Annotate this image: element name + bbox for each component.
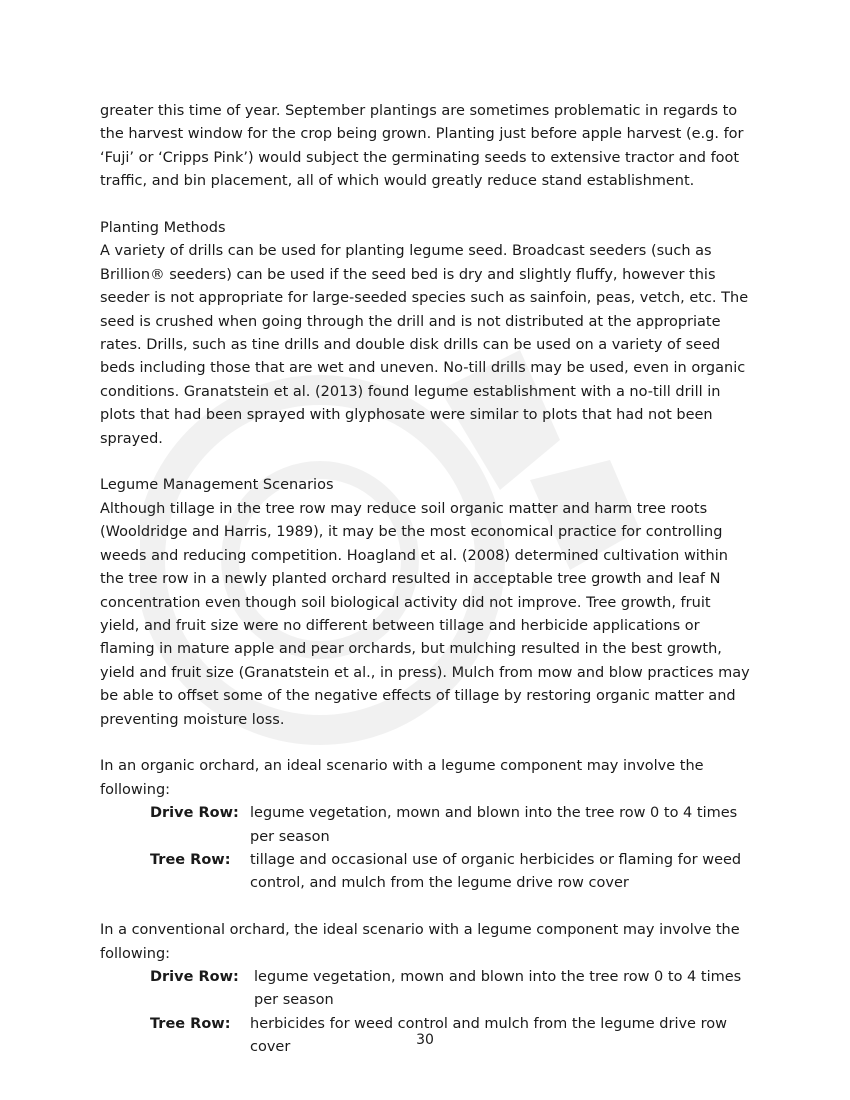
organic-intro: In an organic orchard, an ideal scenario with a legume component may involve the following: <box>100 758 704 798</box>
management-scenarios-heading: Legume Management Scenarios <box>100 477 334 494</box>
organic-tree-row-label: Tree Row: <box>150 851 231 868</box>
conventional-tree-row-label: Tree Row: <box>150 1015 231 1032</box>
page-number: 30 <box>416 1032 434 1048</box>
organic-tree-row-item <box>100 849 750 896</box>
conventional-drive-row-text: legume vegetation, mown and blown into the tree row 0 to 4 times per season <box>254 968 742 1009</box>
organic-tree-row-text: tillage and occasional use of organic herbicides or flaming for weed control, and mulch from the legume drive row cover <box>250 851 742 892</box>
conventional-drive-row-label: Drive Row: <box>150 968 239 985</box>
document-page <box>100 100 750 1060</box>
organic-drive-row-text: legume vegetation, mown and blown into the tree row 0 to 4 times per season <box>250 805 738 845</box>
management-scenarios-paragraph: Although tillage in the tree row may reduce soil organic matter and harm tree roots (Wooldridge and Harris, 1989), it may be the most economical practice for controlling weeds and reducing competition. Hoagland et al. (2008) determined cultivation within the tree row in a newly planted orchard resulted in acceptable tree growth and leaf N concentration even though soil biological activity did not improve. Tree growth, fruit yield, and fruit size were no different between tillage and herbicide applications or flaming in mature apple and pear orchards, but mulching resulted in the best growth, yield and fruit size (Granatstein et al., in press). Mulch from mow and blow practices may be able to offset some of the negative effects of tillage by restoring organic matter and preventing moisture loss. <box>100 500 750 728</box>
conventional-intro: In a conventional orchard, the ideal scenario with a legume component may involve the following: <box>100 922 740 962</box>
planting-methods-paragraph: A variety of drills can be used for planting legume seed. Broadcast seeders (such as Brillion® seeders) can be used if the seed bed is dry and slightly fluffy, however this seeder is not appropriate for large-seeded species such as sainfoin, peas, vetch, etc. The seed is crushed when going through the drill and is not distributed at the appropriate rates. Drills, such as tine drills and double disk drills can be used on a variety of seed beds including those that are wet and uneven. No-till drills may be used, even in organic conditions. Granatstein et al. (2013) found legume establishment with a no-till drill in plots that had been sprayed with glyphosate were similar to plots that had not been sprayed. <box>100 243 749 447</box>
planting-methods-heading: Planting Methods <box>100 220 226 237</box>
organic-drive-row-item <box>100 802 750 849</box>
conventional-tree-row-text: herbicides for weed control and mulch from the legume drive row cover <box>250 1015 727 1056</box>
intro-paragraph: greater this time of year. September plantings are sometimes problematic in regards to the harvest window for the crop being grown. Planting just before apple harvest (e.g. for ‘Fuji’ or ‘Cripps Pink’) would subject the germinating seeds to extensive tractor and foot traffic, and bin placement, all of which would greatly reduce stand establishment. <box>100 103 744 190</box>
conventional-drive-row-item <box>100 966 750 1013</box>
organic-drive-row-label: Drive Row: <box>150 805 239 822</box>
